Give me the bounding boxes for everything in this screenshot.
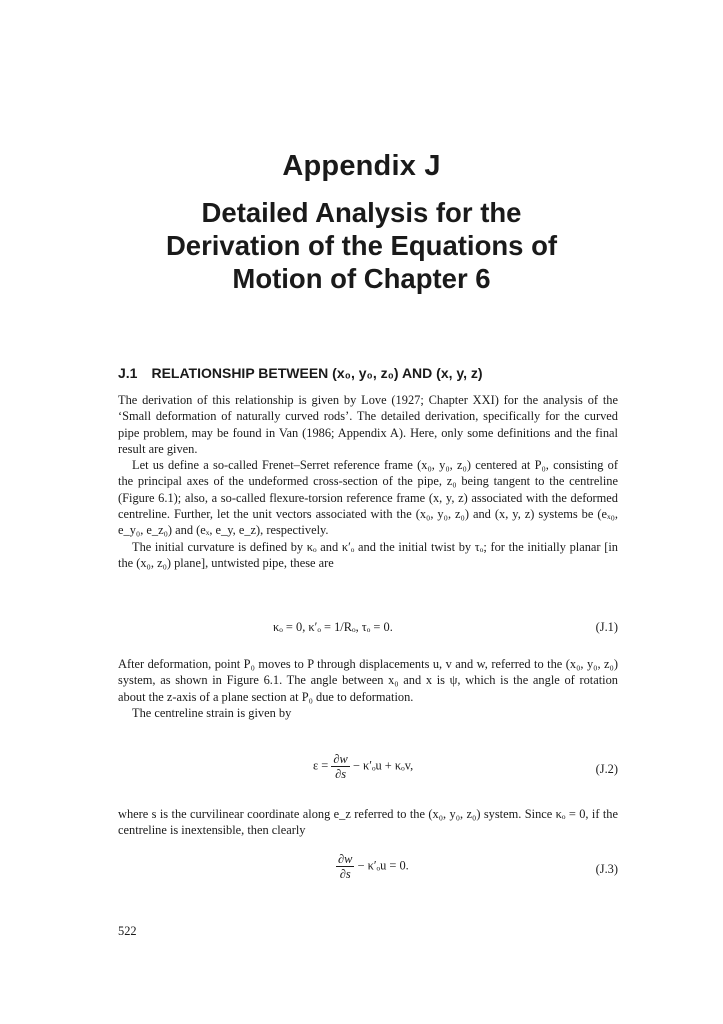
equation-expression: κₒ = 0, κ′ₒ = 1/Rₒ, τₒ = 0. [273, 620, 393, 634]
partial-fraction [331, 752, 349, 781]
section-heading-text: RELATIONSHIP BETWEEN (x₀, y₀, z₀) AND (x, y, z) [151, 365, 483, 381]
paragraph: where s is the curvilinear coordinate along e_z referred to the (x₀, y₀, z₀) system. Since κₒ = 0, if the centreline is inextensible, then clearly [118, 807, 618, 838]
equation-number: (J.3) [595, 862, 618, 876]
chapter-title-line: Detailed Analysis for the [201, 197, 522, 228]
paragraph: The derivation of this relationship is given by Love (1927; Chapter XXI) for the analysis of the ‘Small deformation of naturally curved rods’. The detailed derivation, specifically for the curved pipe problem, may be found in Van (1986; Appendix A). Here, only some definitions and the final result are given. [118, 393, 618, 456]
fraction-denominator: ∂s [339, 867, 351, 881]
equation-J3 [118, 852, 618, 888]
equation-expression [313, 752, 413, 781]
chapter-title-line: Derivation of the Equations of [165, 230, 558, 261]
equation-J1 [118, 620, 618, 644]
equation-number: (J.1) [595, 620, 618, 634]
chapter-title-line: Motion of Chapter 6 [232, 263, 491, 294]
equation-rhs: − κ′ₒu + κₒv, [352, 758, 414, 773]
body-text-3 [118, 806, 618, 839]
paragraph: The initial curvature is defined by κₒ and κ′ₒ and the initial twist by τₒ; for the initially planar [in the (x₀, z₀) plane], untwisted pipe, these are [118, 539, 618, 570]
paragraph: The centreline strain is given by [132, 705, 292, 720]
fraction-denominator: ∂s [335, 767, 347, 781]
body-text-1 [118, 392, 618, 571]
fraction-numerator: ∂w [338, 852, 353, 866]
appendix-label: Appendix J [282, 150, 441, 182]
equation-expression [336, 852, 409, 881]
equation-rhs: − κ′ₒu = 0. [357, 858, 409, 873]
fraction-numerator: ∂w [333, 752, 348, 766]
equation-number: (J.2) [595, 762, 618, 776]
paragraph: After deformation, point P₀ moves to P through displacements u, v and w, referred to the (x₀, y₀, z₀) system, as shown in Figure 6.1. The angle between x₀ and x is ψ, which is the angle of rotation about the z-axis of a plane section at P₀ due to deformation. [118, 657, 618, 704]
page-number: 522 [118, 924, 137, 938]
equation-lhs: ε = [313, 758, 329, 773]
equation-J2 [118, 752, 618, 788]
chapter-title [120, 196, 603, 295]
section-heading [118, 365, 638, 381]
paragraph: Let us define a so-called Frenet–Serret reference frame (x₀, y₀, z₀) centered at P₀, consisting of the principal axes of the undeformed cross-section of the pipe, z₀ being tangent to the centreline (Figure 6.1); also, a so-called flexure-torsion reference frame (x, y, z) associated with the deformed centreline. Further, let the unit vectors associated with the (x₀, y₀, z₀) and (x, y, z) systems be (eₓ₀, e_y₀, e_z₀) and (eₓ, e_y, e_z), respectively. [118, 458, 618, 538]
section-number: J.1 [118, 365, 138, 381]
body-text-2 [118, 656, 618, 721]
partial-fraction [336, 852, 354, 881]
